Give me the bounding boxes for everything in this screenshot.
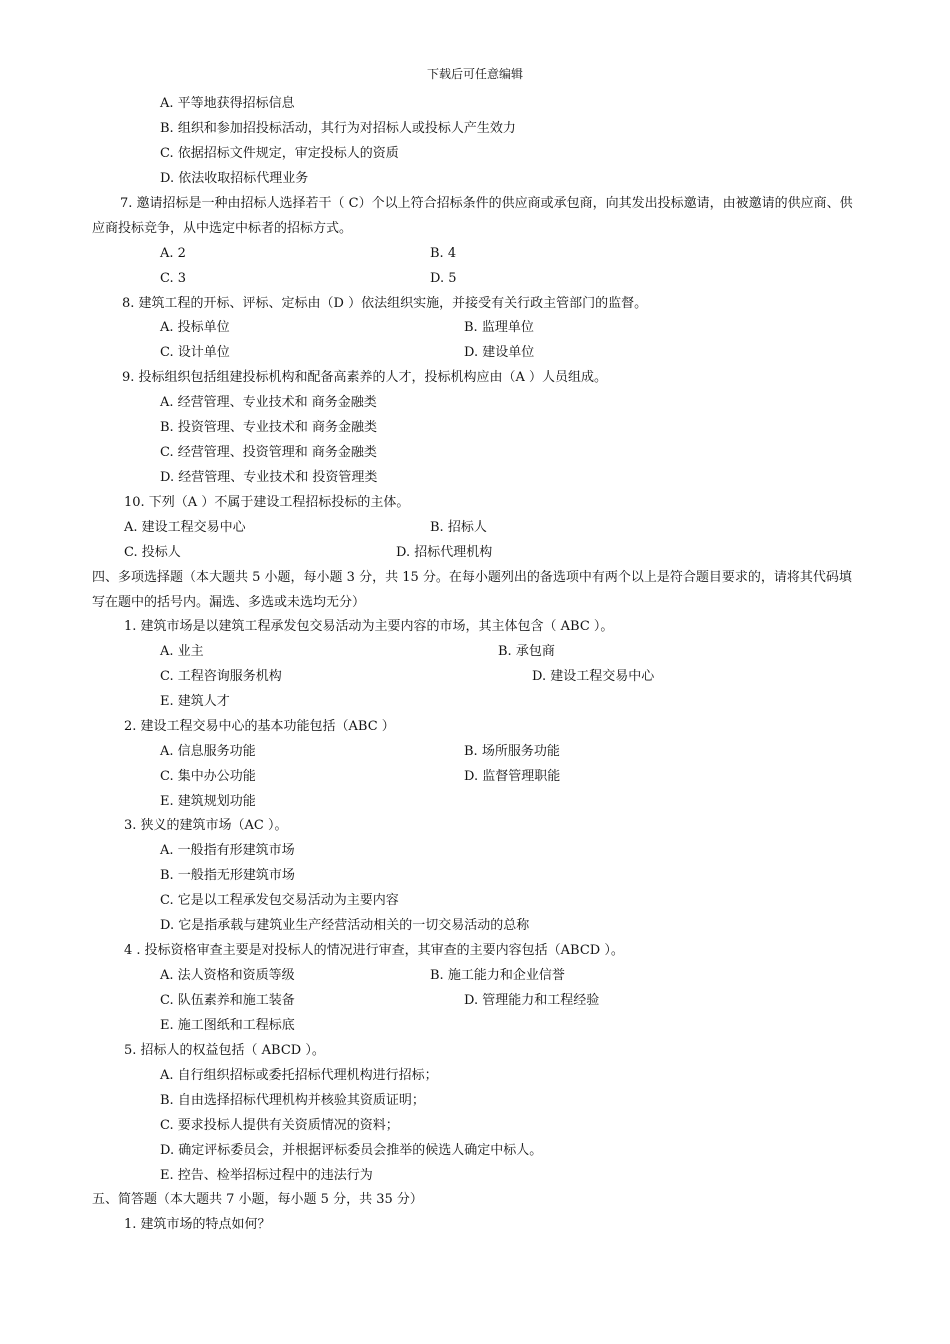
s4-q3-option-b: B. 一般指无形建筑市场	[160, 868, 295, 883]
q10-option-b: B. 招标人	[430, 520, 487, 535]
s4-q1-stem: 1. 建筑市场是以建筑工程承发包交易活动为主要内容的市场，其主体包含（ ABC ）。	[124, 619, 614, 634]
s4-q1-option-e: E. 建筑人才	[160, 694, 230, 709]
q10-option-d: D. 招标代理机构	[396, 545, 493, 560]
q7-option-b: B. 4	[430, 246, 457, 261]
s4-q5-option-b: B. 自由选择招标代理机构并核验其资质证明；	[160, 1093, 425, 1108]
s4-q2-option-c: C. 集中办公功能	[160, 769, 256, 784]
q9-stem: 9. 投标组织包括组建投标机构和配备高素养的人才，投标机构应由（A ）人员组成。	[122, 370, 608, 385]
q6-option-c: C. 依据招标文件规定，审定投标人的资质	[160, 146, 399, 161]
q8-option-a: A. 投标单位	[160, 320, 230, 335]
s4-q4-option-c: C. 队伍素养和施工装备	[160, 993, 295, 1008]
q6-option-a: A. 平等地获得招标信息	[160, 96, 295, 111]
s4-q4-stem: 4 . 投标资格审查主要是对投标人的情况进行审查，其审查的主要内容包括（ABCD ）。	[124, 943, 624, 958]
s4-q5-option-d: D. 确定评标委员会，并根据评标委员会推举的候选人确定中标人。	[160, 1143, 543, 1158]
s4-q5-option-e: E. 控告、检举招标过程中的违法行为	[160, 1168, 373, 1183]
s4-q1-option-b: B. 承包商	[498, 644, 555, 659]
s4-q2-option-e: E. 建筑规划功能	[160, 794, 256, 809]
s4-q4-option-b: B. 施工能力和企业信誉	[430, 968, 565, 983]
q8-option-b: B. 监理单位	[464, 320, 534, 335]
q6-option-d: D. 依法收取招标代理业务	[160, 171, 309, 186]
s4-q3-stem: 3. 狭义的建筑市场（AC ）。	[124, 818, 288, 833]
s4-q1-option-d: D. 建设工程交易中心	[532, 669, 655, 684]
q9-option-d: D. 经营管理、专业技术和 投资管理类	[160, 470, 378, 485]
s4-q1-option-a: A. 业主	[160, 644, 204, 659]
q8-option-c: C. 设计单位	[160, 345, 230, 360]
s4-q5-option-a: A. 自行组织招标或委托招标代理机构进行招标；	[160, 1068, 438, 1083]
q9-option-a: A. 经营管理、专业技术和 商务金融类	[160, 395, 377, 410]
s5-q1-stem: 1. 建筑市场的特点如何？	[124, 1217, 271, 1232]
q7-option-a: A. 2	[160, 246, 186, 261]
q9-option-b: B. 投资管理、专业技术和 商务金融类	[160, 420, 377, 435]
q6-option-b: B. 组织和参加招投标活动，其行为对招标人或投标人产生效力	[160, 121, 516, 136]
q10-option-a: A. 建设工程交易中心	[124, 520, 246, 535]
q10-option-c: C. 投标人	[124, 545, 181, 560]
s4-q5-option-c: C. 要求投标人提供有关资质情况的资料；	[160, 1118, 399, 1133]
s4-q3-option-c: C. 它是以工程承发包交易活动为主要内容	[160, 893, 399, 908]
q7-option-d: D. 5	[430, 271, 457, 286]
q9-option-c: C. 经营管理、投资管理和 商务金融类	[160, 445, 377, 460]
q8-stem: 8. 建筑工程的开标、评标、定标由（D ）依法组织实施，并接受有关行政主管部门的监督。	[122, 296, 648, 311]
q10-stem: 10. 下列（A ）不属于建设工程招标投标的主体。	[124, 495, 410, 510]
s4-q4-option-d: D. 管理能力和工程经验	[464, 993, 600, 1008]
s4-q2-stem: 2. 建设工程交易中心的基本功能包括（ABC ）	[124, 719, 395, 734]
s4-q4-option-a: A. 法人资格和资质等级	[160, 968, 295, 983]
s4-q3-option-d: D. 它是指承载与建筑业生产经营活动相关的一切交易活动的总称	[160, 918, 530, 933]
s4-q3-option-a: A. 一般指有形建筑市场	[160, 843, 295, 858]
s4-q5-stem: 5. 招标人的权益包括（ ABCD ）。	[124, 1043, 325, 1058]
s4-q2-option-a: A. 信息服务功能	[160, 744, 256, 759]
section5-title: 五、简答题（本大题共 7 小题，每小题 5 分，共 35 分）	[92, 1192, 423, 1207]
q7-option-c: C. 3	[160, 271, 187, 286]
s4-q4-option-e: E. 施工图纸和工程标底	[160, 1018, 295, 1033]
page-header: 下载后可任意编辑	[426, 67, 523, 81]
q8-option-d: D. 建设单位	[464, 345, 535, 360]
s4-q1-option-c: C. 工程咨询服务机构	[160, 669, 282, 684]
s4-q2-option-b: B. 场所服务功能	[464, 744, 560, 759]
section4-title: 四、多项选择题（本大题共 5 小题，每小题 3 分，共 15 分。在每小题列出的备选项中有两个以上是符合题目要求的，请将其代码填写在题中的括号内。漏选、多选或未选均无分）	[92, 570, 852, 610]
q7-stem: 7. 邀请招标是一种由招标人选择若干（ C）个以上符合招标条件的供应商或承包商，向其发出投标邀请，由被邀请的供应商、供应商投标竞争，从中选定中标者的招标方式。	[92, 196, 853, 236]
s4-q2-option-d: D. 监督管理职能	[464, 769, 561, 784]
